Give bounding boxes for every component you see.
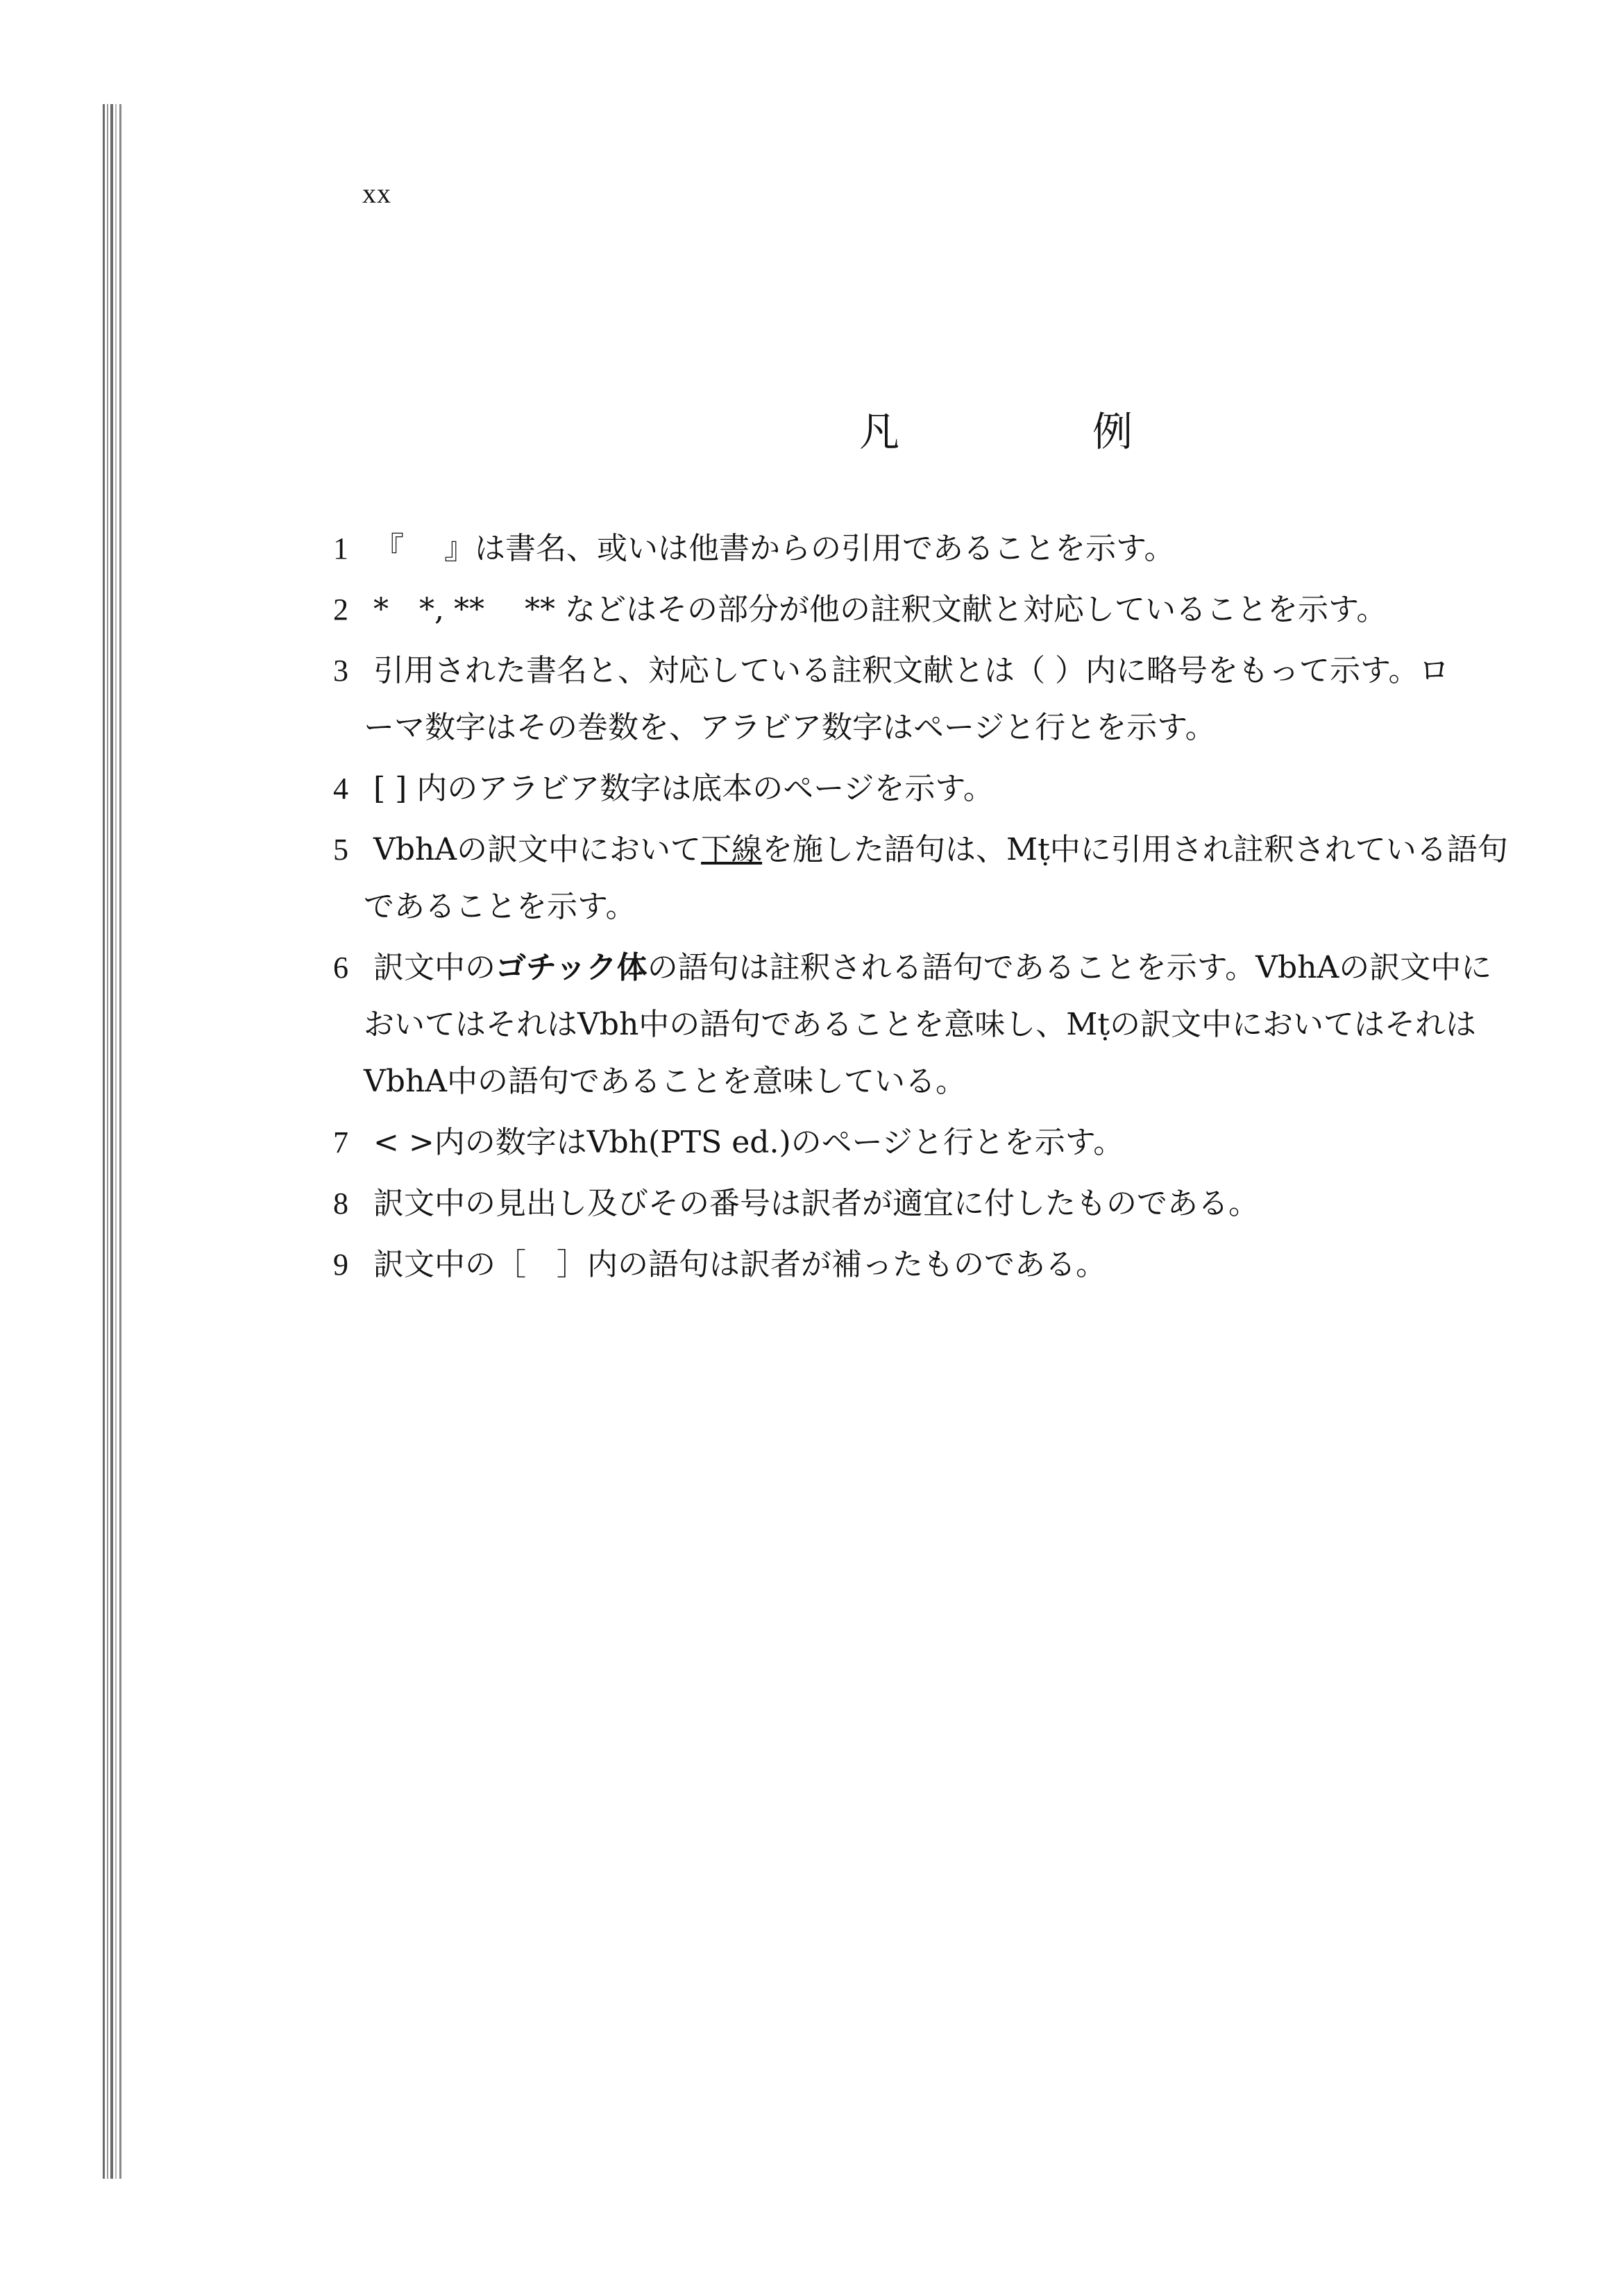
note-text-line-2: おいてはそれはVbh中の語句であることを意味し、Mṭの訳文中においてはそれは <box>364 1007 1477 1042</box>
page-number: xx <box>362 178 391 209</box>
note-number: 4 <box>333 772 348 806</box>
note-number: 7 <box>333 1125 348 1159</box>
note-item-8 <box>333 1175 1527 1232</box>
gothic-term: ゴチック体 <box>496 950 648 985</box>
note-item-6 <box>333 939 1527 1110</box>
note-text-part: VbhAの訳文中において <box>373 832 702 867</box>
notes-list <box>333 520 1527 1298</box>
note-item-1 <box>333 520 1527 577</box>
note-number: 2 <box>333 593 348 627</box>
note-text: 訳文中の見出し及びその番号は訳者が適宜に付したものである。 <box>373 1186 1259 1221</box>
note-text: 『 』は書名、或いは他書からの引用であることを示す。 <box>373 531 1175 566</box>
note-item-7 <box>333 1114 1527 1171</box>
underlined-term: 下線 <box>701 832 763 867</box>
note-text-part: を施した語句は、Mṭ中に引用され註釈されている語句 <box>762 832 1508 867</box>
note-text-line-2: であることを示す。 <box>364 889 636 924</box>
note-text: < >内の数字はVbh(PTS ed.)のページと行とを示す。 <box>373 1125 1124 1160</box>
note-item-2 <box>333 581 1527 638</box>
note-number: 3 <box>333 654 348 688</box>
note-text-line-3: VbhA中の語句であることを意味している。 <box>364 1064 967 1099</box>
note-text: [ ] 内のアラビア数字は底本のページを示す。 <box>373 771 994 806</box>
note-item-9 <box>333 1236 1527 1293</box>
note-text-line-2: ーマ数字はその巻数を、アラビア数字はページと行とを示す。 <box>364 710 1216 745</box>
note-number: 6 <box>333 951 348 985</box>
note-number: 5 <box>333 833 348 867</box>
note-text: * *, ** ** などはその部分が他の註釈文献と対応していることを示す。 <box>373 592 1387 627</box>
note-text-part: 訳文中の <box>373 950 496 985</box>
note-number: 9 <box>333 1248 348 1282</box>
note-item-4 <box>333 760 1527 817</box>
page-title: 凡 例 <box>859 408 1210 455</box>
note-text-part: の語句は註釈される語句であることを示す。VbhAの訳文中に <box>647 950 1492 985</box>
note-number: 1 <box>333 532 348 566</box>
note-item-3 <box>333 643 1527 756</box>
note-number: 8 <box>333 1187 348 1221</box>
note-item-5 <box>333 822 1527 935</box>
note-text: 訳文中の［ ］内の語句は訳者が補ったものである。 <box>373 1247 1106 1282</box>
note-text-line-1: 引用された書名と、対応している註釈文献とは（ ）内に略号をもって示す。ロ <box>373 653 1450 688</box>
scan-binding-edge <box>103 104 130 2179</box>
